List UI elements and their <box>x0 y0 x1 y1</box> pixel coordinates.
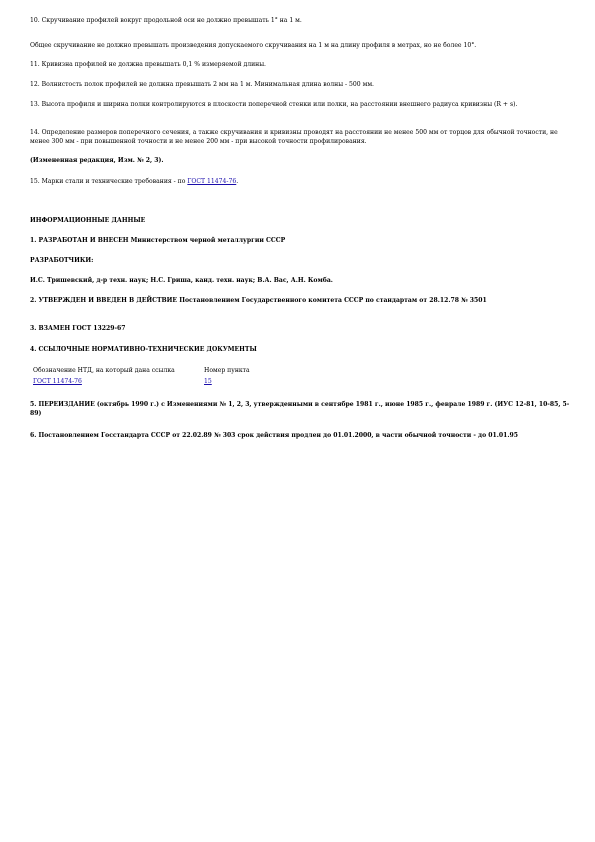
table-row-item-link[interactable]: 15 <box>204 378 212 385</box>
table-header-item: Номер пункта <box>204 367 250 374</box>
developers-heading: РАЗРАБОТЧИКИ: <box>30 257 94 264</box>
paragraph-12: 12. Волнистость полок профилей не должна превышать 2 мм на 1 м. Минимальная длина волны - 500 мм. <box>30 81 374 88</box>
paragraph-10: 10. Скручивание профилей вокруг продольной оси не должно превышать 1° на 1 м. <box>30 17 302 24</box>
paragraph-15-end: . <box>236 178 239 185</box>
info-item-2: 2. УТВЕРЖДЕН И ВВЕДЕН В ДЕЙСТВИЕ Постановлением Государственного комитета СССР по стандартам от 28.12.78 № 3501 <box>30 297 487 304</box>
info-item-6: 6. Постановлением Госстандарта СССР от 22.02.89 № 303 срок действия продлен до 01.01.2000, в части обычной точности - до 01.01.95 <box>30 432 518 439</box>
paragraph-15 <box>30 177 570 186</box>
info-heading: ИНФОРМАЦИОННЫЕ ДАННЫЕ <box>30 217 146 224</box>
developers-list: И.С. Тришевский, д-р техн. наук; Н.С. Гриша, канд. техн. наук; В.А. Вас, А.Н. Комба. <box>30 277 333 284</box>
amendment-note: (Измененная редакция, Изм. № 2, 3). <box>30 157 164 164</box>
paragraph-15-text: 15. Марки стали и технические требования - по <box>30 178 188 185</box>
info-item-1: 1. РАЗРАБОТАН И ВНЕСЕН Министерством черной металлургии СССР <box>30 237 286 244</box>
table-header-document: Обозначение НТД, на который дана ссылка <box>33 367 175 374</box>
info-item-5: 5. ПЕРЕИЗДАНИЕ (октябрь 1990 г.) с Изменениями № 1, 2, 3, утвержденными в сентябре 1981 г., июне 1985 г., феврале 1989 г. (ИУС 12-81, 10-85, 5-89) <box>30 401 570 417</box>
paragraph-13: 13. Высота профиля и ширина полки контролируются в плоскости поперечной стенки или полки, на расстоянии внешнего радиуса кривизны (R + s). <box>30 101 518 108</box>
paragraph-14: 14. Определение размеров поперечного сечения, а также скручивания и кривизны проводят на расстоянии не менее 500 мм от торцов для обычной точности, не менее 300 мм - при повышенной точности и не менее 200 мм - при высокой точности профилирования. <box>30 129 558 145</box>
paragraph-11: 11. Кривизна профилей не должна превышать 0,1 % измеряемой длины. <box>30 61 266 68</box>
table-row-gost-link[interactable]: ГОСТ 11474-76 <box>33 378 82 385</box>
gost-11474-link[interactable]: ГОСТ 11474-76 <box>187 178 237 185</box>
info-item-3: 3. ВЗАМЕН ГОСТ 13229-67 <box>30 325 126 332</box>
info-item-4: 4. ССЫЛОЧНЫЕ НОРМАТИВНО-ТЕХНИЧЕСКИЕ ДОКУМЕНТЫ <box>30 346 257 353</box>
paragraph-10-general: Общее скручивание не должно превышать произведения допускаемого скручивания на 1 м на длину профиля в метрах, но не более 10°. <box>30 42 477 49</box>
